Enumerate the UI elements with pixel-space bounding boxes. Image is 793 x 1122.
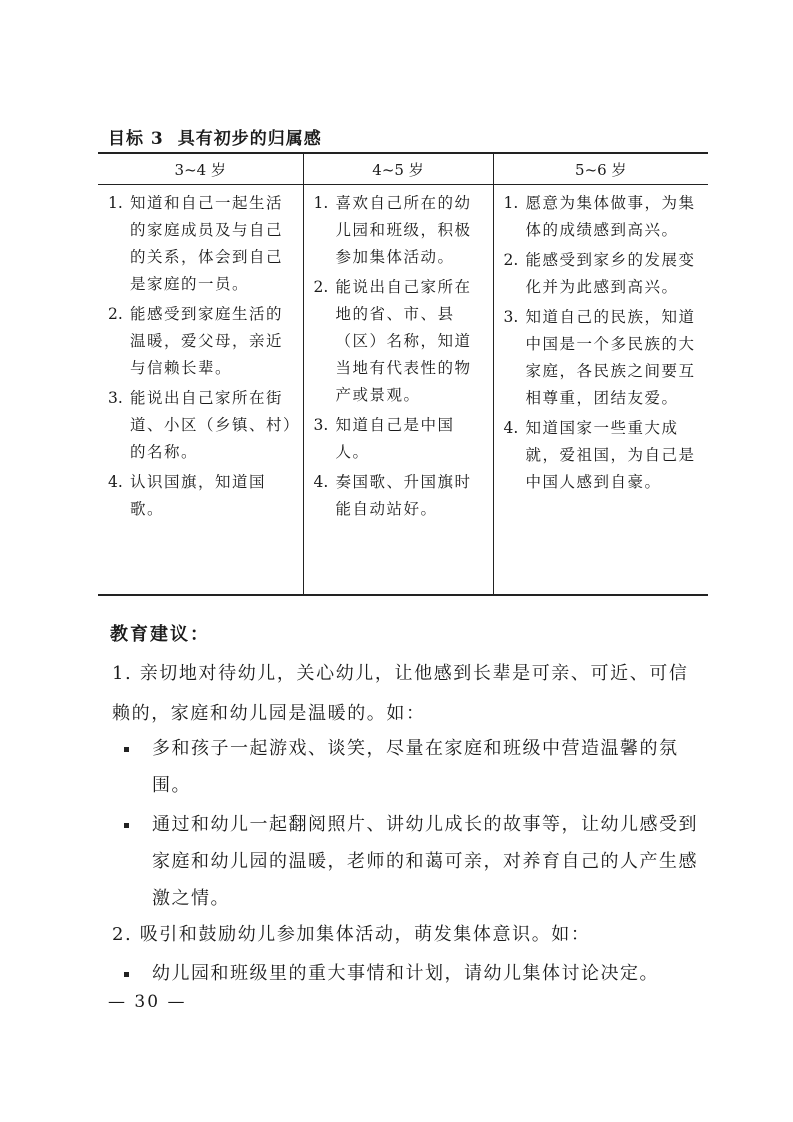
goal-heading: 具有初步的归属感 bbox=[177, 129, 322, 149]
advice-item-2: 2. 吸引和鼓励幼儿参加集体活动，萌发集体意识。如： bbox=[112, 924, 591, 945]
bullet-square-icon bbox=[122, 955, 152, 992]
item-number: 4. bbox=[503, 419, 519, 437]
goal-item bbox=[314, 412, 485, 466]
item-text: 知道国家一些重大成就，爱祖国，为自己是中国人感到自豪。 bbox=[525, 419, 696, 491]
bullet-square-icon bbox=[122, 730, 152, 804]
item-text: 认识国旗，知道国歌。 bbox=[130, 473, 267, 518]
item-number: 2. bbox=[503, 251, 519, 269]
bullet-square-icon bbox=[122, 806, 152, 917]
item-number: 1. bbox=[503, 194, 519, 212]
goal-item bbox=[314, 469, 485, 523]
item-text: 知道自己是中国人。 bbox=[335, 416, 455, 461]
bullet-text: 多和孩子一起游戏、谈笑，尽量在家庭和班级中营造温馨的氛围。 bbox=[152, 738, 679, 796]
bullet-item bbox=[122, 730, 702, 804]
goals-column-4-5 bbox=[303, 185, 493, 595]
item-text: 知道和自己一起生活的家庭成员及与自己的关系，体会到自己是家庭的一员。 bbox=[130, 194, 284, 293]
item-text: 能说出自己家所在街道、小区（乡镇、村）的名称。 bbox=[130, 389, 293, 461]
item-text: 知道自己的民族，知道中国是一个多民族的大家庭，各民族之间要互相尊重，团结友爱。 bbox=[525, 308, 696, 407]
goal-title bbox=[108, 124, 322, 149]
item-text: 奏国歌、升国旗时能自动站好。 bbox=[335, 473, 472, 518]
advice-heading: 教育建议： bbox=[110, 624, 210, 645]
item-text: 能感受到家庭生活的温暖，爱父母，亲近与信赖长辈。 bbox=[130, 305, 284, 377]
item-text: 能说出自己家所在地的省、市、县（区）名称，知道当地有代表性的物产或景观。 bbox=[335, 278, 472, 404]
item-text: 能感受到家乡的发展变化并为此感到高兴。 bbox=[525, 251, 696, 296]
age-header-3-4: 3~4 岁 bbox=[98, 153, 303, 185]
bullet-text: 通过和幼儿一起翻阅照片、讲幼儿成长的故事等，让幼儿感受到家庭和幼儿园的温暖，老师的和蔼可亲，对养育自己的人产生感激之情。 bbox=[152, 814, 698, 909]
goal-item bbox=[314, 190, 485, 271]
goal-item bbox=[108, 385, 295, 466]
item-number: 3. bbox=[503, 308, 519, 326]
goal-item bbox=[314, 274, 485, 409]
item-text: 愿意为集体做事，为集体的成绩感到高兴。 bbox=[525, 194, 696, 239]
item-number: 4. bbox=[313, 473, 329, 491]
item-text: 喜欢自己所在的幼儿园和班级，积极参加集体活动。 bbox=[335, 194, 472, 266]
advice-item-1: 1. 亲切地对待幼儿，关心幼儿，让他感到长辈是可亲、可近、可信赖的，家庭和幼儿园是温暖的。如： bbox=[112, 663, 689, 724]
goal-item bbox=[504, 247, 701, 301]
item-number: 3. bbox=[313, 416, 329, 434]
item-number: 3. bbox=[108, 389, 123, 407]
item-number: 4. bbox=[108, 473, 123, 491]
item-number: 1. bbox=[108, 194, 123, 212]
goals-column-3-4 bbox=[98, 185, 303, 595]
bullet-item bbox=[122, 806, 702, 917]
bullet-text: 幼儿园和班级里的重大事情和计划，请幼儿集体讨论决定。 bbox=[152, 963, 659, 984]
goal-item bbox=[504, 190, 701, 244]
goals-column-5-6 bbox=[493, 185, 708, 595]
goal-item bbox=[108, 301, 295, 382]
goal-item bbox=[504, 304, 701, 412]
bullet-item bbox=[122, 955, 702, 992]
goal-item bbox=[504, 415, 701, 496]
goals-table bbox=[98, 152, 708, 596]
goal-item bbox=[108, 190, 295, 298]
goal-label: 目标 3 bbox=[108, 129, 164, 149]
age-header-5-6: 5~6 岁 bbox=[493, 153, 708, 185]
item-number: 2. bbox=[108, 305, 123, 323]
goal-item bbox=[108, 469, 295, 523]
age-header-4-5: 4~5 岁 bbox=[303, 153, 493, 185]
page-number: — 30 — bbox=[108, 992, 187, 1012]
item-number: 2. bbox=[313, 278, 329, 296]
item-number: 1. bbox=[313, 194, 329, 212]
